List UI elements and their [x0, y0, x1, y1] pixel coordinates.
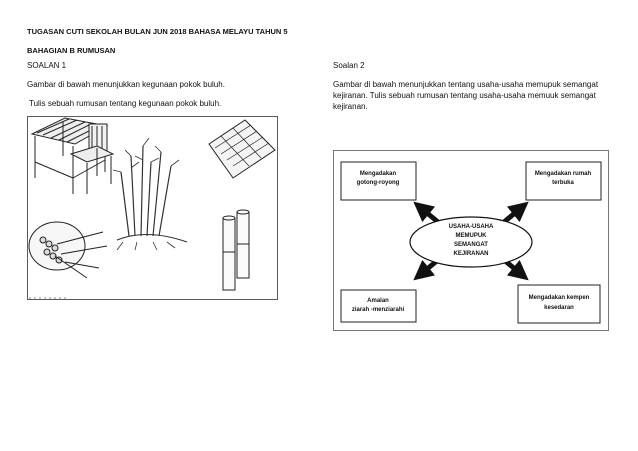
center-text-2: MEMUPUK — [455, 233, 487, 239]
question-2-line-3: kejiranan. — [333, 102, 368, 111]
question-1-label: SOALAN 1 — [27, 61, 67, 70]
center-text-3: SEMANGAT — [454, 242, 488, 248]
question-2-line-1: Gambar di bawah menunjukkan tentang usaha-usaha memupuk semangat — [333, 80, 599, 89]
bottom-right-text-1: Mengadakan kempen — [528, 295, 590, 301]
center-text-4: KEJIRANAN — [453, 251, 489, 257]
page-title: TUGASAN CUTI SEKOLAH BULAN JUN 2018 BAHASA MELAYU TAHUN 5 — [27, 27, 288, 36]
top-right-text-1: Mengadakan rumah — [534, 171, 592, 177]
neighbourliness-diagram — [333, 150, 609, 331]
section-title: BAHAGIAN B RUMUSAN — [27, 46, 116, 55]
top-left-text-2: gotong-royong — [356, 180, 400, 186]
box-bottom-left — [341, 290, 416, 322]
question-2-label: Soalan 2 — [333, 61, 365, 70]
bottom-left-text-1: Amalan — [367, 298, 389, 304]
top-right-text-2: terbuka — [552, 180, 574, 186]
question-2-line-2: kejiranan. Tulis sebuah rumusan tentang usaha-usaha memuuk semangat — [333, 91, 596, 100]
question-1-line-2: Tulis sebuah rumusan tentang kegunaan pokok buluh. — [29, 99, 222, 108]
bottom-right-text-2: kesedaran — [544, 305, 574, 311]
bottom-left-text-2: ziarah -menziarahi — [351, 307, 405, 313]
bamboo-uses-illustration — [27, 116, 278, 300]
question-1-line-1: Gambar di bawah menunjukkan kegunaan pokok buluh. — [27, 80, 225, 89]
box-bottom-right — [518, 285, 600, 323]
center-text-1: USAHA-USAHA — [448, 224, 494, 230]
top-left-text-1: Mengadakan — [359, 171, 397, 177]
